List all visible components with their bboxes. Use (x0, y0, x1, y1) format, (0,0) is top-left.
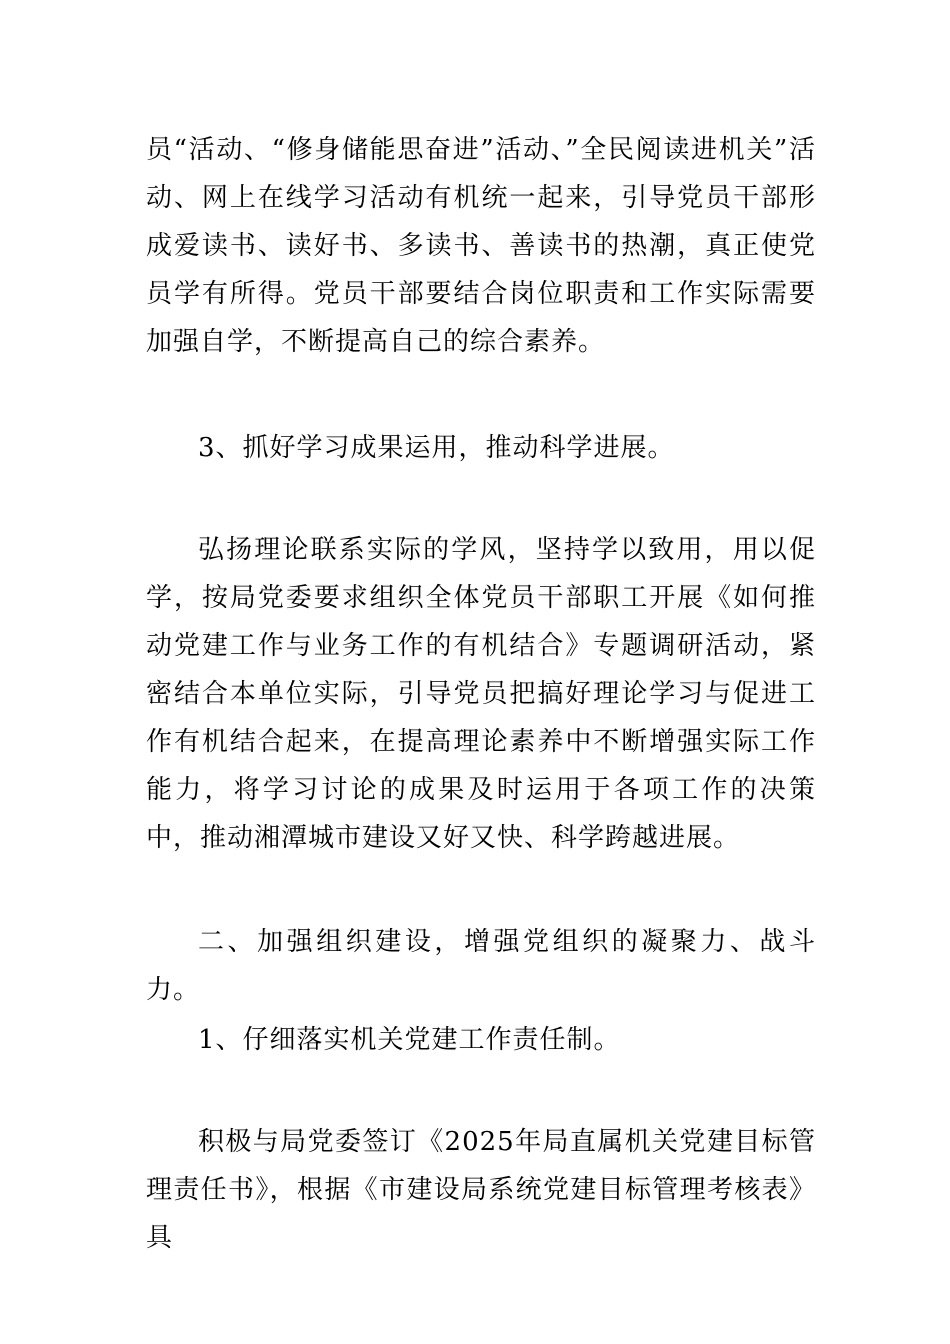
subheading-3: 3、抓好学习成果运用，推动科学进展。 (198, 433, 675, 463)
subheading-1: 1、仔细落实机关党建工作责任制。 (198, 1025, 621, 1055)
paragraph-responsibility: 积极与局党委签订《2025年局直属机关党建目标管理责任书》，根据《市建设局系统党建目标管理考核表》具 (146, 1127, 816, 1253)
paragraph-continuation: 员“活动、“修身储能思奋进”活动、”全民阅读进机关”活动、网上在线学习活动有机统一起来，引导党员干部形成爱读书、读好书、多读书、善读书的热潮，真正使党员学有所得。党员干部要结合岗位职责和工作实际需要加强自学，不断提高自己的综合素养。 (146, 135, 816, 357)
section-heading-2: 二、加强组织建设，增强党组织的凝聚力、战斗力。 (146, 927, 816, 1005)
paragraph-study-results: 弘扬理论联系实际的学风，坚持学以致用，用以促学，按局党委要求组织全体党员干部职工开展《如何推动党建工作与业务工作的有机结合》专题调研活动，紧密结合本单位实际，引导党员把搞好理论学习与促进工作有机结合起来，在提高理论素养中不断增强实际工作能力，将学习讨论的成果及时运用于各项工作的决策中，推动湘潭城市建设又好又快、科学跨越进展。 (146, 535, 816, 853)
